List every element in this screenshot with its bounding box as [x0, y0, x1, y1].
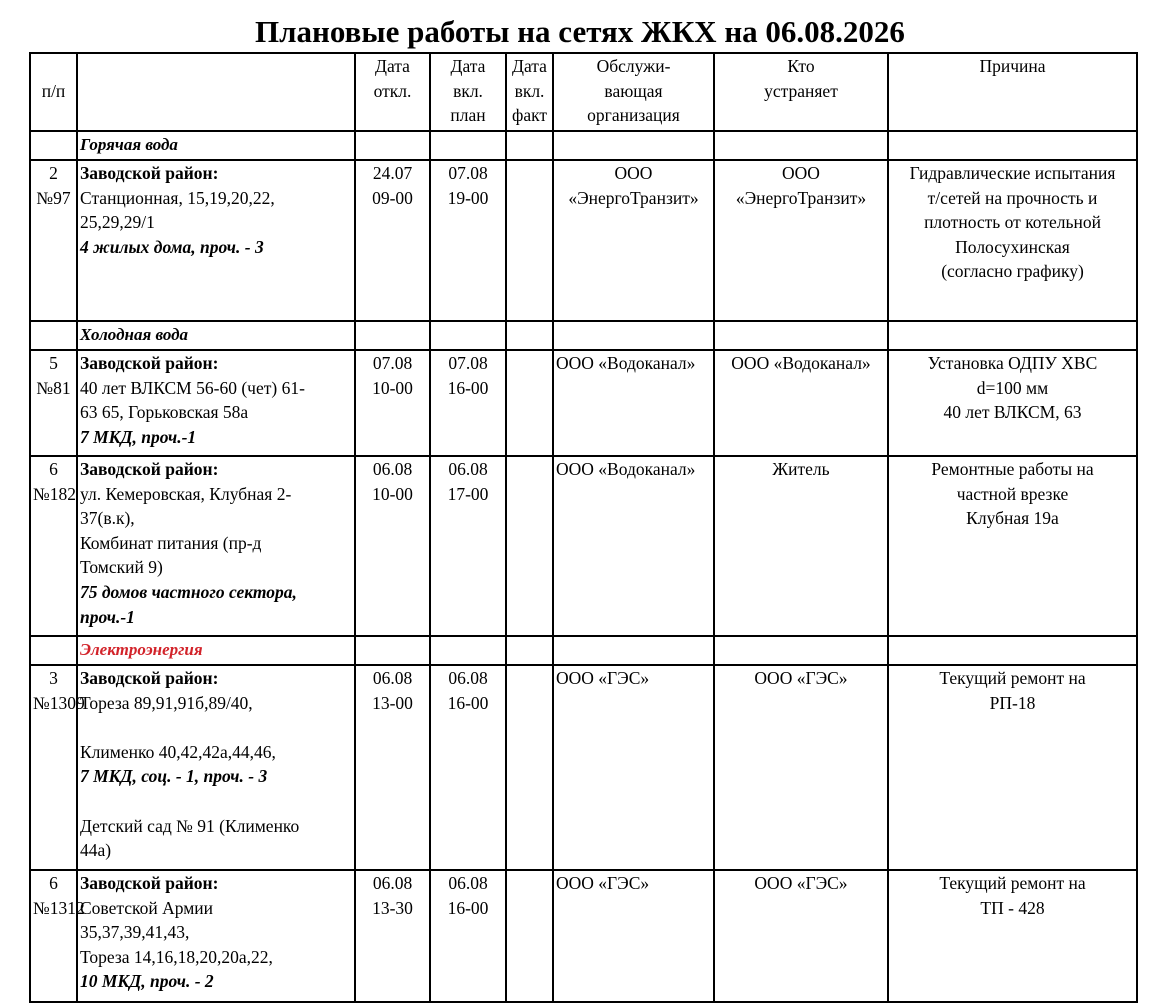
header-address	[77, 53, 355, 131]
address-line: Станционная, 15,19,20,22,	[80, 187, 275, 208]
row-number: 3	[49, 668, 58, 688]
houses-summary: 75 домов частного сектора, проч.-1	[80, 581, 297, 627]
on-fact-cell	[506, 456, 553, 636]
section-empty-cell	[430, 636, 506, 665]
off-date: 06.08	[372, 668, 413, 688]
fixer: Житель	[772, 459, 830, 479]
reason-cell	[888, 870, 1137, 1002]
section-empty-cell	[506, 131, 553, 160]
on-plan-date: 16-00	[447, 692, 489, 713]
fixer: ООО «ГЭС»	[754, 873, 848, 893]
off-date: 09-00	[372, 187, 413, 208]
address-line: Тореза 14,16,18,20,20а,22,	[80, 946, 273, 967]
row-number-cell	[30, 870, 85, 1002]
header-service-org: Обслужи- вающая организация	[553, 53, 714, 131]
reason-line: РП-18	[989, 692, 1036, 713]
address-line: Клименко 40,42,42а,44,46,	[80, 741, 276, 762]
reason-line: Полосухинская	[955, 236, 1070, 257]
row-number: 6	[49, 873, 58, 893]
address-cell	[77, 665, 355, 870]
section-label: Холодная вода	[80, 325, 189, 344]
on-fact-cell	[506, 350, 553, 456]
section-row	[30, 636, 1137, 665]
houses-summary: 10 МКД, проч. - 2	[80, 971, 214, 992]
on-plan-date: 07.08	[448, 163, 488, 183]
section-empty-cell	[888, 321, 1137, 350]
section-empty-cell	[888, 131, 1137, 160]
row-number: 6	[49, 459, 58, 479]
row-number: 2	[49, 163, 58, 183]
header-reason: Причина	[888, 53, 1137, 131]
header-num: п/п	[30, 53, 77, 131]
off-date: 10-00	[372, 483, 413, 504]
fixer: ООО «Водоканал»	[731, 353, 871, 373]
page-title: Плановые работы на сетях ЖКХ на 06.08.2026	[255, 14, 905, 49]
works-table	[29, 52, 1138, 1003]
reason-line: 40 лет ВЛКСМ, 63	[943, 402, 1082, 423]
service-org: ООО «Водоканал»	[556, 459, 696, 479]
table-body	[30, 53, 1137, 1002]
reason-line: частной врезке	[956, 483, 1069, 504]
fixer-cell	[714, 350, 888, 456]
off-date: 24.07	[372, 163, 413, 183]
off-date: 13-00	[372, 692, 413, 713]
section-empty-cell	[430, 131, 506, 160]
table-row	[30, 456, 1137, 636]
address-line: Томский 9)	[80, 557, 163, 578]
reason-line: d=100 мм	[976, 377, 1049, 398]
section-empty-cell	[714, 321, 888, 350]
section-empty-cell	[888, 636, 1137, 665]
reason-line: Ремонтные работы на	[931, 459, 1094, 479]
address-line: Советской Армии	[80, 897, 214, 918]
on-plan-date: 06.08	[448, 668, 488, 688]
header-on-plan: Дата вкл. план	[430, 53, 506, 131]
header-row	[30, 53, 1137, 131]
off-date: 13-30	[372, 897, 413, 918]
reason-line: (согласно графику)	[941, 261, 1084, 282]
off-date: 06.08	[372, 873, 413, 893]
reason-cell	[888, 160, 1137, 321]
fixer-cell	[714, 160, 888, 321]
section-label-cell	[77, 636, 355, 665]
row-number: №182	[33, 483, 76, 504]
off-date-cell	[355, 870, 430, 1002]
address-line: 35,37,39,41,43,	[80, 922, 190, 943]
district-name: Заводской район:	[80, 668, 219, 688]
houses-summary: 7 МКД, соц. - 1, проч. - 3	[80, 766, 268, 787]
service-org: ООО	[614, 163, 653, 183]
service-org-cell	[553, 350, 714, 456]
address-cell	[77, 456, 355, 636]
section-empty-cell	[506, 636, 553, 665]
section-label-cell	[77, 321, 355, 350]
fixer: ООО	[782, 163, 820, 183]
row-number: 5	[49, 353, 58, 373]
on-plan-cell	[430, 350, 506, 456]
section-empty-cell	[355, 636, 430, 665]
on-plan-date: 17-00	[447, 483, 489, 504]
section-row	[30, 321, 1137, 350]
on-plan-cell	[430, 665, 506, 870]
address-line: Тореза 89,91,91б,89/40,	[80, 692, 253, 713]
houses-summary: 4 жилых дома, проч. - 3	[80, 236, 264, 257]
row-number: №97	[36, 187, 71, 208]
on-fact-cell	[506, 160, 553, 321]
reason-line: Клубная 19а	[966, 508, 1059, 529]
on-plan-date: 16-00	[447, 377, 489, 398]
on-plan-cell	[430, 160, 506, 321]
section-empty-cell	[553, 321, 714, 350]
section-empty-cell	[506, 321, 553, 350]
off-date: 10-00	[372, 377, 413, 398]
section-empty-cell	[553, 131, 714, 160]
on-fact-cell	[506, 870, 553, 1002]
address-extra	[80, 789, 352, 814]
fixer: ООО «ГЭС»	[754, 668, 848, 688]
row-number: №1309	[33, 692, 85, 713]
service-org-cell	[553, 870, 714, 1002]
on-plan-date: 19-00	[447, 187, 489, 208]
table-row	[30, 870, 1137, 1002]
section-empty-cell	[355, 131, 430, 160]
off-date-cell	[355, 456, 430, 636]
table-row	[30, 160, 1137, 321]
fixer: «ЭнергоТранзит»	[735, 187, 867, 208]
reason-line: Гидравлические испытания	[909, 163, 1116, 183]
address-extra: 44а)	[80, 840, 112, 861]
section-empty-cell	[430, 321, 506, 350]
header-fixer: Кто устраняет	[714, 53, 888, 131]
address-line: Комбинат питания (пр-д	[80, 532, 262, 553]
section-empty-cell	[355, 321, 430, 350]
address-cell	[77, 870, 355, 1002]
district-name: Заводской район:	[80, 353, 219, 373]
section-empty-cell	[30, 131, 77, 160]
service-org: ООО «ГЭС»	[556, 873, 650, 893]
reason-line: ТП - 428	[980, 897, 1045, 918]
reason-line: Установка ОДПУ ХВС	[927, 353, 1098, 373]
on-plan-date: 06.08	[448, 459, 488, 479]
reason-line: Текущий ремонт на	[939, 873, 1086, 893]
row-number-cell	[30, 665, 85, 870]
address-line	[80, 715, 352, 740]
header-off-date: Дата откл.	[355, 53, 430, 131]
address-line: 63 65, Горьковская 58а	[80, 402, 249, 423]
service-org-cell	[553, 160, 714, 321]
service-org: ООО «Водоканал»	[556, 353, 696, 373]
service-org: ООО «ГЭС»	[556, 668, 650, 688]
section-empty-cell	[553, 636, 714, 665]
off-date-cell	[355, 350, 430, 456]
district-name: Заводской район:	[80, 459, 219, 479]
row-number: №81	[36, 377, 71, 398]
district-name: Заводской район:	[80, 163, 219, 183]
fixer-cell	[714, 456, 888, 636]
reason-line: Текущий ремонт на	[939, 668, 1086, 688]
row-number-cell	[30, 160, 77, 321]
off-date: 06.08	[372, 459, 413, 479]
address-line: ул. Кемеровская, Клубная 2-	[80, 483, 292, 504]
section-label-cell	[77, 131, 355, 160]
reason-cell	[888, 350, 1137, 456]
row-number: №1312	[33, 897, 85, 918]
table-row	[30, 665, 1137, 870]
reason-cell	[888, 456, 1137, 636]
section-empty-cell	[30, 636, 77, 665]
row-number-cell	[30, 350, 77, 456]
reason-line: плотность от котельной	[924, 212, 1101, 233]
service-org-cell	[553, 456, 714, 636]
service-org-cell	[553, 665, 714, 870]
section-empty-cell	[30, 321, 77, 350]
reason-line: т/сетей на прочность и	[927, 187, 1098, 208]
off-date: 07.08	[372, 353, 413, 373]
off-date-cell	[355, 665, 430, 870]
section-label: Горячая вода	[80, 135, 178, 154]
address-extra: Детский сад № 91 (Клименко	[80, 815, 300, 836]
address-line: 40 лет ВЛКСМ 56-60 (чет) 61-	[80, 377, 305, 398]
section-empty-cell	[714, 636, 888, 665]
on-plan-cell	[430, 456, 506, 636]
table-row	[30, 350, 1137, 456]
on-plan-date: 07.08	[448, 353, 488, 373]
row-number-cell	[30, 456, 77, 636]
header-on-fact: Дата вкл. факт	[506, 53, 553, 131]
address-cell	[77, 160, 355, 321]
service-org: «ЭнергоТранзит»	[568, 187, 699, 208]
district-name: Заводской район:	[80, 873, 219, 893]
off-date-cell	[355, 160, 430, 321]
fixer-cell	[714, 665, 888, 870]
section-empty-cell	[714, 131, 888, 160]
on-plan-cell	[430, 870, 506, 1002]
on-plan-date: 06.08	[448, 873, 488, 893]
on-plan-date: 16-00	[447, 897, 489, 918]
on-fact-cell	[506, 665, 553, 870]
section-row	[30, 131, 1137, 160]
address-line: 37(в.к),	[80, 508, 135, 529]
section-label: Электроэнергия	[80, 640, 203, 659]
reason-cell	[888, 665, 1137, 870]
address-cell	[77, 350, 355, 456]
houses-summary: 7 МКД, проч.-1	[80, 426, 197, 447]
address-line: 25,29,29/1	[80, 212, 155, 233]
fixer-cell	[714, 870, 888, 1002]
